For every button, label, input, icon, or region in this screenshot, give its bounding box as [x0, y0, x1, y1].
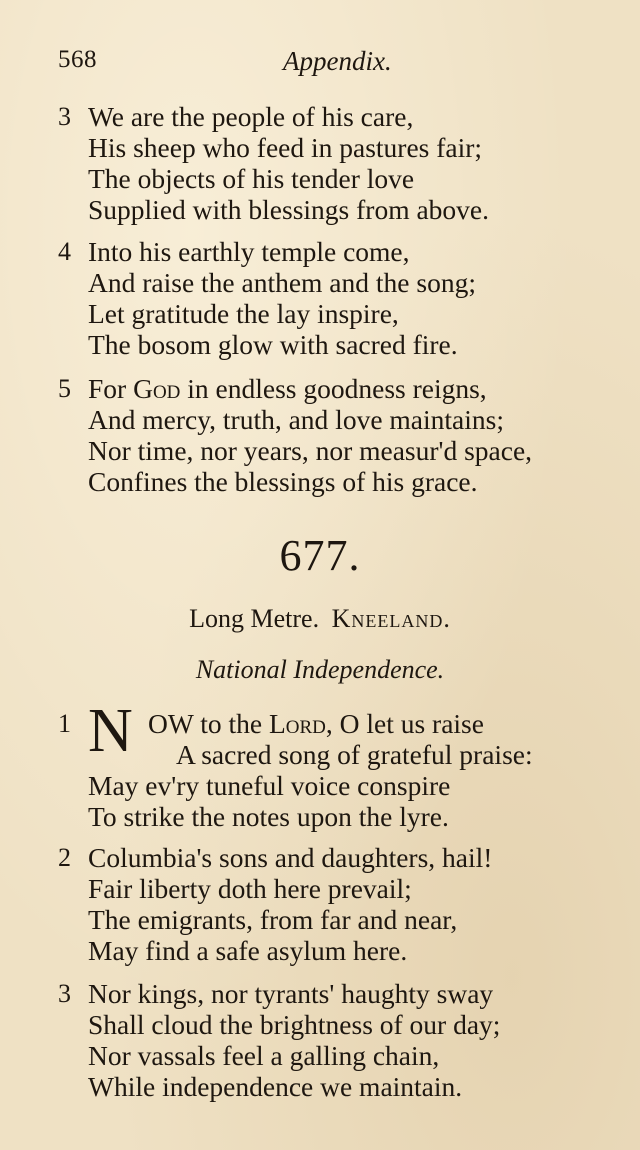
hymn-number: 677. [279, 531, 361, 580]
verse-line: Fair liberty doth here prevail; [88, 873, 412, 904]
tune-name: Kneeland. [331, 604, 451, 633]
verse-line: We are the people of his care, [88, 101, 414, 132]
stanza-number: 3 [58, 979, 71, 1008]
verse-line: Shall cloud the brightness of our day; [88, 1009, 501, 1040]
verse-line: And mercy, truth, and love maintains; [88, 404, 504, 435]
prev-stanza-4 [58, 236, 628, 360]
verse-text: , O let us raise [325, 708, 484, 739]
verse-line: The emigrants, from far and near, [88, 904, 458, 935]
verse-line: To strike the notes upon the lyre. [88, 801, 449, 832]
verse-line: Into his earthly temple come, [88, 236, 410, 267]
prev-stanza-3 [58, 101, 628, 225]
verse-line: Nor time, nor years, nor measur'd space, [88, 435, 533, 466]
divine-name: God [133, 373, 181, 404]
stanza-number: 5 [58, 374, 71, 403]
metre: Long Metre. [189, 604, 320, 633]
stanza-number: 3 [58, 102, 71, 131]
verse-line: Columbia's sons and daughters, hail! [88, 842, 493, 873]
prev-stanza-5 [58, 373, 628, 497]
verse-line: A sacred song of grateful praise: [176, 739, 533, 770]
verse-line: The bosom glow with sacred fire. [88, 329, 458, 360]
verse-line: His sheep who feed in pastures fair; [88, 132, 483, 163]
verse-line: Nor kings, nor tyrants' haughty sway [88, 978, 494, 1009]
hymn-subject: National Independence. [195, 655, 445, 684]
divine-name: Lord [268, 708, 326, 739]
verse-line: The objects of his tender love [88, 163, 415, 194]
verse-line: May ev'ry tuneful voice conspire [88, 770, 451, 801]
page-number: 568 [58, 46, 97, 73]
verse-line [148, 708, 628, 739]
verse-line: Confines the blessings of his grace. [88, 466, 478, 497]
hymn-stanza-2 [58, 842, 628, 966]
verse-text: For [88, 373, 134, 404]
verse-line [88, 373, 628, 404]
verse-line: Let gratitude the lay inspire, [88, 298, 399, 329]
verse-line: Nor vassals feel a galling chain, [88, 1040, 440, 1071]
hymn-stanza-1 [58, 708, 628, 832]
verse-line: While independence we maintain. [88, 1071, 463, 1102]
verse-line: And raise the anthem and the song; [88, 267, 476, 298]
verse-text: OW to the [148, 708, 269, 739]
running-head: Appendix. [283, 46, 392, 76]
verse-text: in endless goodness reigns, [180, 373, 487, 404]
stanza-number: 2 [58, 843, 71, 872]
verse-line: May find a safe asylum here. [88, 935, 408, 966]
stanza-number: 1 [58, 709, 71, 738]
metre-and-tune [0, 604, 640, 634]
hymn-stanza-3 [58, 978, 628, 1102]
drop-cap: N [88, 697, 133, 765]
verse-line: Supplied with blessings from above. [88, 194, 490, 225]
stanza-number: 4 [58, 237, 71, 266]
